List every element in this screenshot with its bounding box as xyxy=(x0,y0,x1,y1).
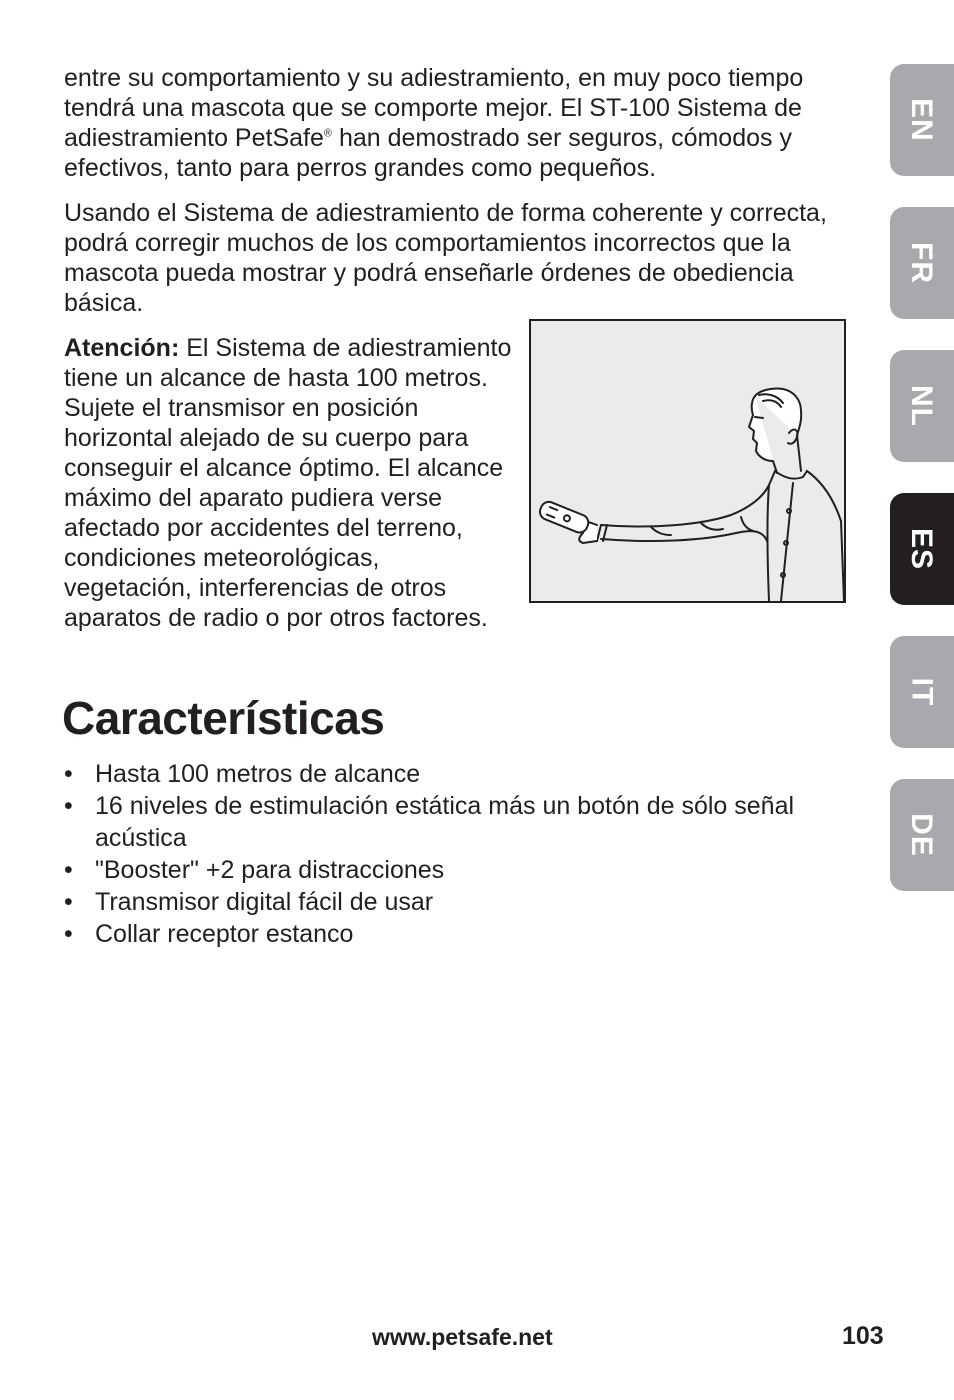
tab-nl[interactable] xyxy=(890,350,954,462)
list-item: • Hasta 100 metros de alcance xyxy=(64,758,824,790)
tab-label: IT xyxy=(904,677,938,707)
attention-paragraph xyxy=(64,333,514,633)
intro-text-start: entre su comportamiento y su adiestramiento, en muy poco tiempo tendrá una mascota que se comporte mejor. El ST-100 Sistema de adiestramiento PetSafe xyxy=(64,64,804,152)
intro-text-end: han demostrado ser seguros, cómodos y efectivos, tanto para perros grandes como pequeños. xyxy=(64,124,792,182)
tab-label: FR xyxy=(905,242,938,284)
list-item: • Transmisor digital fácil de usar xyxy=(64,886,824,918)
man-holding-transmitter-illustration xyxy=(529,319,846,603)
tab-fr[interactable] xyxy=(890,207,954,319)
features-list xyxy=(64,758,824,950)
footer-url: www.petsafe.net xyxy=(372,1324,553,1350)
features-heading: Características xyxy=(62,692,385,744)
tab-label: NL xyxy=(905,385,938,427)
list-item: • "Booster" +2 para distracciones xyxy=(64,854,824,886)
tab-en[interactable] xyxy=(890,64,954,176)
list-item: • 16 niveles de estimulación estática más un botón de sólo señal acústica xyxy=(64,790,824,854)
intro-paragraph xyxy=(64,63,864,183)
page-number: 103 xyxy=(842,1322,884,1350)
attention-text: El Sistema de adiestramiento tiene un alcance de hasta 100 metros. Sujete el transmisor en posición horizontal alejado de su cuerpo para conseguir el alcance óptimo. El alcance máximo del aparato pudiera verse afectado por accidentes del terreno, condiciones meteorológicas, vegetación, interferencias de otros aparatos de radio o por otros factores. xyxy=(64,334,512,632)
attention-label: Atención: xyxy=(64,334,180,362)
registered-mark: ® xyxy=(323,127,332,140)
tab-label: ES xyxy=(905,527,938,571)
list-item: • Collar receptor estanco xyxy=(64,918,824,950)
tab-it[interactable] xyxy=(890,636,954,748)
tab-es[interactable] xyxy=(890,493,954,605)
tab-label: EN xyxy=(905,98,938,142)
usage-paragraph: Usando el Sistema de adiestramiento de forma coherente y correcta, podrá corregir muchos de los comportamientos incorrectos que la mascota pueda mostrar y podrá enseñarle órdenes de obediencia básica. xyxy=(64,199,827,317)
tab-label: DE xyxy=(905,813,938,857)
tab-de[interactable] xyxy=(890,779,954,891)
